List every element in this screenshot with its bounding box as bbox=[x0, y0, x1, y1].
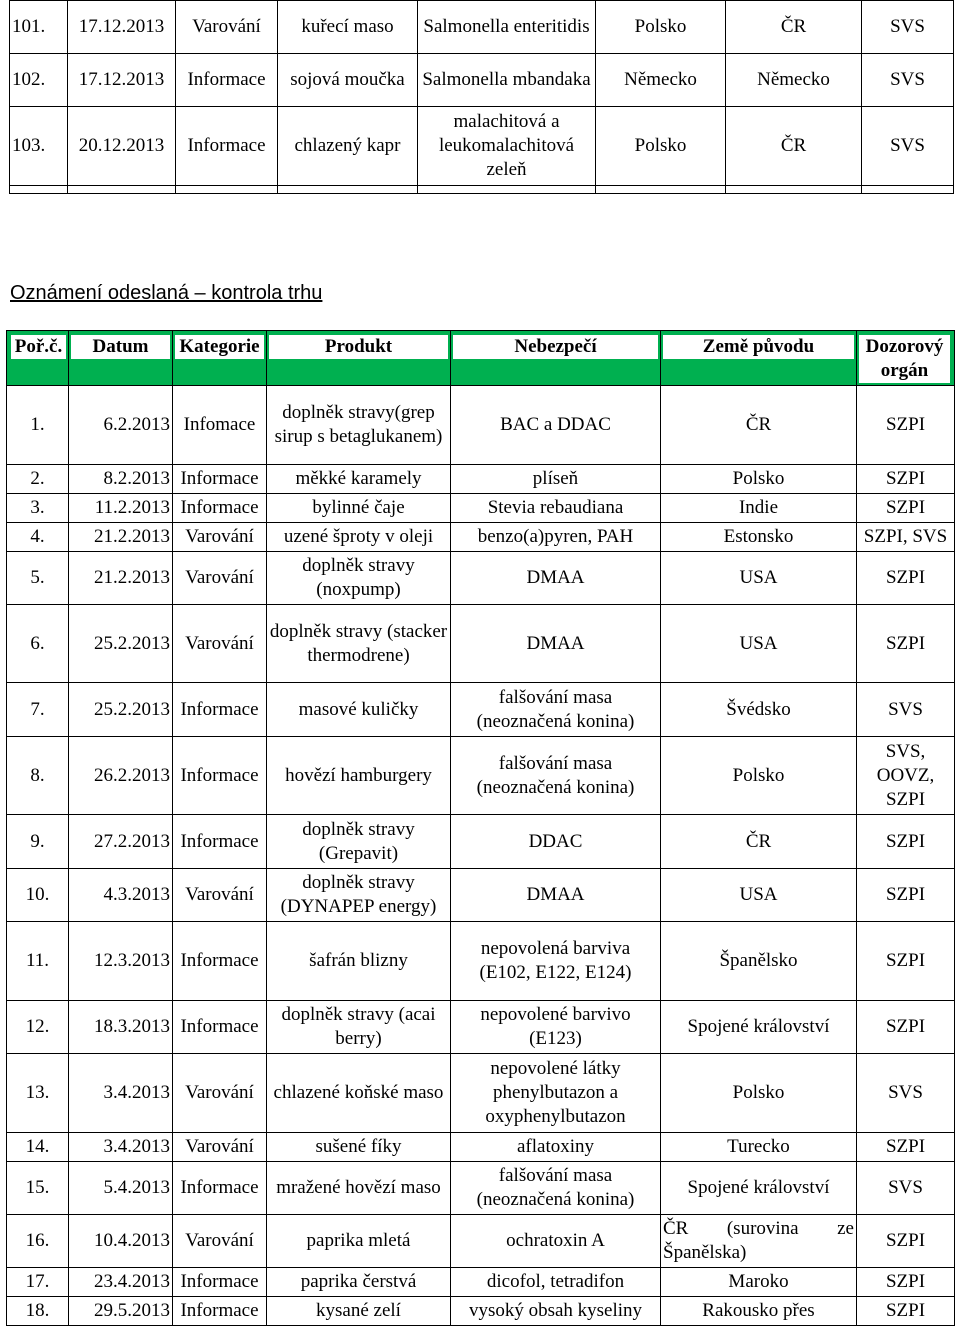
cell-number: 8. bbox=[7, 737, 69, 815]
cell-hazard: ochratoxin A bbox=[451, 1215, 661, 1268]
table-row bbox=[7, 1133, 955, 1162]
cell-authority: SZPI bbox=[857, 1297, 955, 1326]
cell-category: Varování bbox=[173, 605, 267, 683]
cell-hazard: DMAA bbox=[451, 869, 661, 922]
cell-date: 3.4.2013 bbox=[69, 1054, 173, 1133]
cell-origin: ČR bbox=[661, 386, 857, 465]
table-row bbox=[7, 683, 955, 737]
table-row bbox=[10, 1, 954, 54]
cell-product: doplněk stravy (Grepavit) bbox=[267, 815, 451, 869]
cell-number: 9. bbox=[7, 815, 69, 869]
cell-origin: USA bbox=[661, 552, 857, 605]
market-control-notifications-table bbox=[6, 330, 955, 1326]
cell-product: šafrán blizny bbox=[267, 922, 451, 1001]
cell-date: 25.2.2013 bbox=[69, 605, 173, 683]
cell-hazard: DDAC bbox=[451, 815, 661, 869]
cell-product: kysané zelí bbox=[267, 1297, 451, 1326]
table-row bbox=[7, 1001, 955, 1054]
cell-origin: Švédsko bbox=[661, 683, 857, 737]
cell-origin: ČR bbox=[661, 815, 857, 869]
cell-product: doplněk stravy (noxpump) bbox=[267, 552, 451, 605]
cell-number: 101. bbox=[10, 1, 68, 54]
cell-product: doplněk stravy (DYNAPEP energy) bbox=[267, 869, 451, 922]
table-row bbox=[7, 815, 955, 869]
cell-category: Informace bbox=[173, 465, 267, 494]
column-header-origin: Země původu bbox=[661, 331, 857, 386]
cell-origin: USA bbox=[661, 605, 857, 683]
column-header-date: Datum bbox=[69, 331, 173, 386]
cell-date: 10.4.2013 bbox=[69, 1215, 173, 1268]
cell-authority: SZPI bbox=[857, 1133, 955, 1162]
cell-product: chlazené koňské maso bbox=[267, 1054, 451, 1133]
cell-product: sušené fíky bbox=[267, 1133, 451, 1162]
cell-number: 2. bbox=[7, 465, 69, 494]
cell-date: 26.2.2013 bbox=[69, 737, 173, 815]
cell-product: chlazený kapr bbox=[278, 107, 418, 186]
cell-hazard: benzo(a)pyren, PAH bbox=[451, 523, 661, 552]
table-row bbox=[7, 1268, 955, 1297]
cell-hazard: BAC a DDAC bbox=[451, 386, 661, 465]
table-row bbox=[7, 1162, 955, 1215]
cell-number: 5. bbox=[7, 552, 69, 605]
cell-number: 14. bbox=[7, 1133, 69, 1162]
cell-number: 13. bbox=[7, 1054, 69, 1133]
cell-notifying-country: ČR bbox=[726, 1, 862, 54]
cell-hazard: dicofol, tetradifon bbox=[451, 1268, 661, 1297]
cell-number: 10. bbox=[7, 869, 69, 922]
cell-product: paprika mletá bbox=[267, 1215, 451, 1268]
cell-hazard: aflatoxiny bbox=[451, 1133, 661, 1162]
cell-authority: SZPI bbox=[857, 1001, 955, 1054]
cell-category: Varování bbox=[173, 1054, 267, 1133]
cell-authority: SZPI bbox=[857, 1268, 955, 1297]
cell-category: Varování bbox=[173, 523, 267, 552]
cell-origin: Polsko bbox=[661, 1054, 857, 1133]
cell-category: Varování bbox=[173, 1215, 267, 1268]
section-heading: Oznámení odeslaná – kontrola trhu bbox=[10, 282, 323, 304]
cell-date: 21.2.2013 bbox=[69, 552, 173, 605]
table-row bbox=[7, 922, 955, 1001]
cell-hazard: DMAA bbox=[451, 605, 661, 683]
table-row bbox=[7, 552, 955, 605]
cell-date: 12.3.2013 bbox=[69, 922, 173, 1001]
cell-hazard: falšování masa (neoznačená konina) bbox=[451, 1162, 661, 1215]
cell-category: Varování bbox=[176, 1, 278, 54]
cell-date: 5.4.2013 bbox=[69, 1162, 173, 1215]
cell-product: sojová moučka bbox=[278, 54, 418, 107]
cell-category: Informace bbox=[176, 54, 278, 107]
cell-authority: SZPI bbox=[857, 605, 955, 683]
cell-date: 17.12.2013 bbox=[68, 1, 176, 54]
cell-date: 4.3.2013 bbox=[69, 869, 173, 922]
table-row bbox=[7, 737, 955, 815]
table-row bbox=[7, 465, 955, 494]
cell-category: Informace bbox=[173, 1001, 267, 1054]
previous-notifications-table bbox=[9, 0, 954, 194]
cell-origin: Polsko bbox=[661, 465, 857, 494]
cell-number: 6. bbox=[7, 605, 69, 683]
cell-category: Informace bbox=[173, 683, 267, 737]
cell-authority: SZPI bbox=[857, 465, 955, 494]
cell-category: Varování bbox=[173, 869, 267, 922]
cell-origin: Polsko bbox=[596, 107, 726, 186]
cell-number: 102. bbox=[10, 54, 68, 107]
column-header-authority: Dozorový orgán bbox=[857, 331, 955, 386]
cell-number: 16. bbox=[7, 1215, 69, 1268]
cell-number: 12. bbox=[7, 1001, 69, 1054]
cell-authority: SZPI, SVS bbox=[857, 523, 955, 552]
cell-hazard: nepovolená barviva (E102, E122, E124) bbox=[451, 922, 661, 1001]
cell-hazard: falšování masa (neoznačená konina) bbox=[451, 683, 661, 737]
cell-authority: SZPI bbox=[857, 552, 955, 605]
cell-date: 23.4.2013 bbox=[69, 1268, 173, 1297]
cell-date: 18.3.2013 bbox=[69, 1001, 173, 1054]
cell-category: Informace bbox=[173, 815, 267, 869]
cell-product: doplněk stravy(grep sirup s betaglukanem) bbox=[267, 386, 451, 465]
cell-origin: Estonsko bbox=[661, 523, 857, 552]
cell-origin: Španělsko bbox=[661, 922, 857, 1001]
cell-date: 20.12.2013 bbox=[68, 107, 176, 186]
cell-date: 6.2.2013 bbox=[69, 386, 173, 465]
cell-origin: Polsko bbox=[661, 737, 857, 815]
table-row bbox=[7, 1215, 955, 1268]
table-row bbox=[7, 386, 955, 465]
cell-category: Informace bbox=[176, 107, 278, 186]
cell-category: Infomace bbox=[173, 386, 267, 465]
cell-category: Informace bbox=[173, 1268, 267, 1297]
column-header-hazard: Nebezpečí bbox=[451, 331, 661, 386]
cell-category: Varování bbox=[173, 1133, 267, 1162]
column-header-category: Kategorie bbox=[173, 331, 267, 386]
cell-category: Varování bbox=[173, 552, 267, 605]
cell-product: mražené hovězí maso bbox=[267, 1162, 451, 1215]
cell-product: kuřecí maso bbox=[278, 1, 418, 54]
cell-authority: SZPI bbox=[857, 494, 955, 523]
cell-date: 27.2.2013 bbox=[69, 815, 173, 869]
cell-hazard: DMAA bbox=[451, 552, 661, 605]
table-row bbox=[7, 605, 955, 683]
cell-category: Informace bbox=[173, 922, 267, 1001]
cell-product: doplněk stravy (acai berry) bbox=[267, 1001, 451, 1054]
cell-date: 25.2.2013 bbox=[69, 683, 173, 737]
cell-authority: SVS bbox=[857, 1054, 955, 1133]
cell-number: 103. bbox=[10, 107, 68, 186]
cell-number: 15. bbox=[7, 1162, 69, 1215]
cell-number: 18. bbox=[7, 1297, 69, 1326]
cell-number: 17. bbox=[7, 1268, 69, 1297]
cell-origin: USA bbox=[661, 869, 857, 922]
table-row bbox=[10, 54, 954, 107]
cell-hazard: nepovolené látky phenylbutazon a oxyphenylbutazon bbox=[451, 1054, 661, 1133]
table-row bbox=[7, 523, 955, 552]
cell-product: paprika čerstvá bbox=[267, 1268, 451, 1297]
cell-number: 4. bbox=[7, 523, 69, 552]
cell-product: bylinné čaje bbox=[267, 494, 451, 523]
cell-origin: ČR (surovina ze Španělska) bbox=[661, 1215, 857, 1268]
cell-authority: SZPI bbox=[857, 922, 955, 1001]
cell-origin: Spojené království bbox=[661, 1162, 857, 1215]
cell-origin: Indie bbox=[661, 494, 857, 523]
cell-product: měkké karamely bbox=[267, 465, 451, 494]
cell-origin: Maroko bbox=[661, 1268, 857, 1297]
cell-date: 17.12.2013 bbox=[68, 54, 176, 107]
table-row bbox=[7, 1054, 955, 1133]
table-header-row bbox=[7, 331, 955, 386]
cell-hazard: nepovolené barvivo (E123) bbox=[451, 1001, 661, 1054]
cell-authority: SZPI bbox=[857, 869, 955, 922]
column-header-number: Poř.č. bbox=[7, 331, 69, 386]
cell-category: Informace bbox=[173, 1297, 267, 1326]
cell-number: 3. bbox=[7, 494, 69, 523]
cell-hazard: malachitová a leukomalachitová zeleň bbox=[418, 107, 596, 186]
table-bottom-rule bbox=[10, 186, 954, 194]
cell-hazard: plíseň bbox=[451, 465, 661, 494]
cell-authority: SVS bbox=[857, 1162, 955, 1215]
cell-category: Informace bbox=[173, 1162, 267, 1215]
cell-number: 11. bbox=[7, 922, 69, 1001]
table-row bbox=[7, 494, 955, 523]
column-header-product: Produkt bbox=[267, 331, 451, 386]
cell-category: Informace bbox=[173, 737, 267, 815]
cell-authority: SZPI bbox=[857, 386, 955, 465]
cell-authority: SZPI bbox=[857, 815, 955, 869]
table-row bbox=[7, 1297, 955, 1326]
cell-product: doplněk stravy (stacker thermodrene) bbox=[267, 605, 451, 683]
cell-authority: SVS bbox=[862, 54, 954, 107]
cell-number: 7. bbox=[7, 683, 69, 737]
cell-date: 11.2.2013 bbox=[69, 494, 173, 523]
cell-number: 1. bbox=[7, 386, 69, 465]
cell-product: uzené šproty v oleji bbox=[267, 523, 451, 552]
cell-origin: Německo bbox=[596, 54, 726, 107]
cell-product: hovězí hamburgery bbox=[267, 737, 451, 815]
cell-date: 29.5.2013 bbox=[69, 1297, 173, 1326]
cell-origin: Spojené království bbox=[661, 1001, 857, 1054]
cell-notifying-country: Německo bbox=[726, 54, 862, 107]
cell-origin: Rakousko přes bbox=[661, 1297, 857, 1326]
table-row bbox=[10, 107, 954, 186]
cell-notifying-country: ČR bbox=[726, 107, 862, 186]
cell-hazard: vysoký obsah kyseliny bbox=[451, 1297, 661, 1326]
cell-hazard: falšování masa (neoznačená konina) bbox=[451, 737, 661, 815]
cell-authority: SVS, OOVZ, SZPI bbox=[857, 737, 955, 815]
cell-category: Informace bbox=[173, 494, 267, 523]
cell-hazard: Salmonella mbandaka bbox=[418, 54, 596, 107]
cell-origin: Turecko bbox=[661, 1133, 857, 1162]
cell-date: 21.2.2013 bbox=[69, 523, 173, 552]
cell-authority: SVS bbox=[862, 107, 954, 186]
cell-origin: Polsko bbox=[596, 1, 726, 54]
cell-date: 8.2.2013 bbox=[69, 465, 173, 494]
cell-authority: SVS bbox=[857, 683, 955, 737]
table-row bbox=[7, 869, 955, 922]
cell-date: 3.4.2013 bbox=[69, 1133, 173, 1162]
cell-authority: SVS bbox=[862, 1, 954, 54]
cell-product: masové kuličky bbox=[267, 683, 451, 737]
cell-authority: SZPI bbox=[857, 1215, 955, 1268]
cell-hazard: Stevia rebaudiana bbox=[451, 494, 661, 523]
cell-hazard: Salmonella enteritidis bbox=[418, 1, 596, 54]
